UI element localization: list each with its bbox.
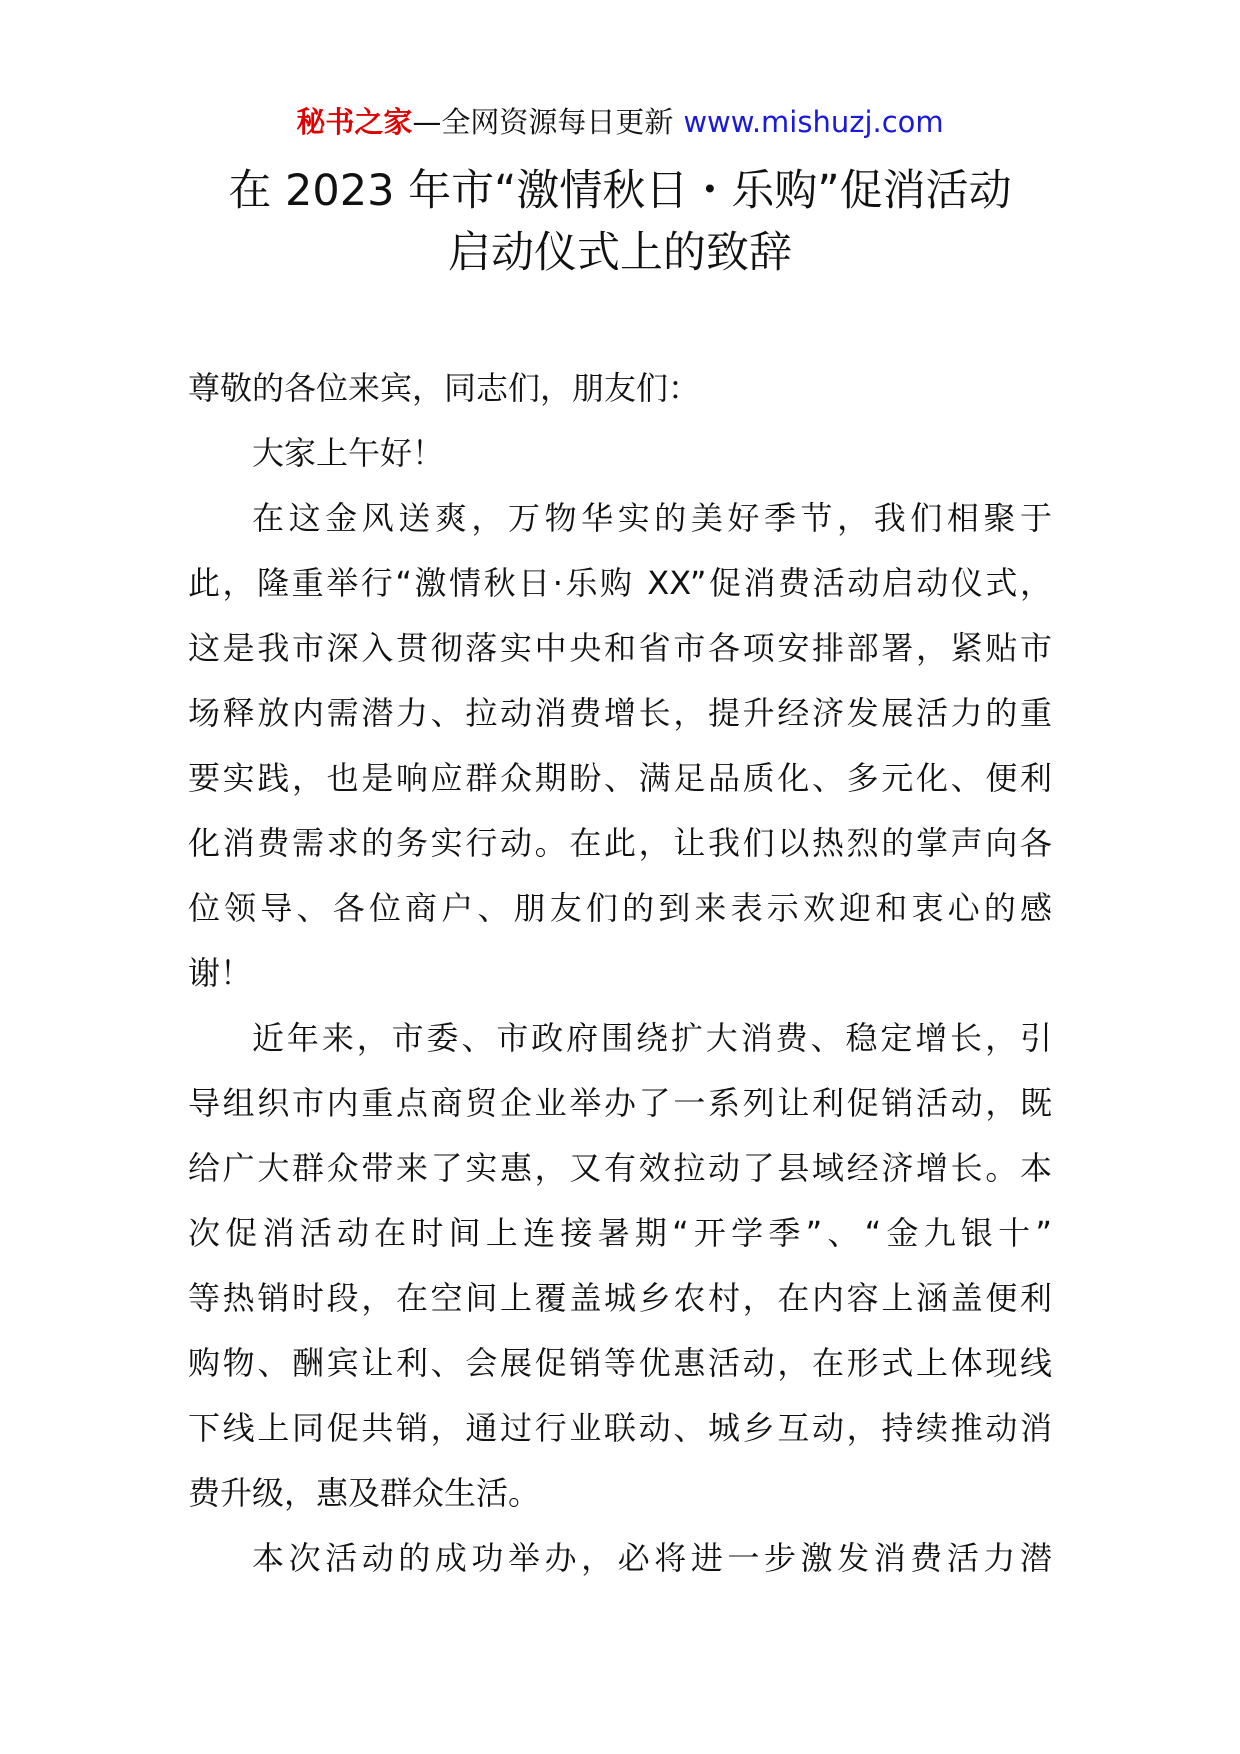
paragraph-line: 下线上同促共销，通过行业联动、城乡互动，持续推动消	[188, 1409, 1052, 1447]
paragraph-line: 化消费需求的务实行动。在此，让我们以热烈的掌声向各	[188, 824, 1052, 862]
paragraph-3	[188, 1526, 1052, 1591]
site-url[interactable]: www.mishuzj.com	[683, 105, 944, 139]
paragraph-line: 位领导、各位商户、朋友们的到来表示欢迎和衷心的感	[188, 889, 1052, 927]
paragraph-line: 在这金风送爽，万物华实的美好季节，我们相聚于	[252, 499, 1052, 537]
paragraph-line: 此，隆重举行“激情秋日·乐购 XX”促消费活动启动仪式，	[188, 564, 1052, 602]
paragraph-line: 这是我市深入贯彻落实中央和省市各项安排部署，紧贴市	[188, 629, 1052, 667]
paragraph-line: 导组织市内重点商贸企业举办了一系列让利促销活动，既	[188, 1084, 1052, 1122]
header-slogan: —全网资源每日更新	[412, 105, 674, 139]
paragraph-line: 场释放内需潜力、拉动消费增长，提升经济发展活力的重	[188, 694, 1052, 732]
site-header	[0, 102, 1240, 142]
paragraph-2	[188, 1006, 1052, 1526]
paragraph-line: 给广大群众带来了实惠，又有效拉动了县域经济增长。本	[188, 1149, 1052, 1187]
paragraph-line: 近年来，市委、市政府围绕扩大消费、稳定增长，引	[252, 1019, 1052, 1057]
paragraph-line: 等热销时段，在空间上覆盖城乡农村，在内容上涵盖便利	[188, 1279, 1052, 1317]
title-line-2: 启动仪式上的致辞	[448, 228, 792, 278]
paragraph-line: 谢！	[188, 954, 253, 992]
document-body	[188, 356, 1052, 1591]
greeting: 大家上午好！	[252, 434, 445, 472]
paragraph-line: 费升级，惠及群众生活。	[188, 1474, 541, 1512]
paragraph-line: 购物、酬宾让利、会展促销等优惠活动，在形式上体现线	[188, 1344, 1052, 1382]
paragraph-line: 次促消活动在时间上连接暑期“开学季”、“金九银十”	[188, 1214, 1052, 1252]
title-line-1: 在 2023 年市“激情秋日・乐购”促消活动	[228, 166, 1012, 216]
paragraph-line: 要实践，也是响应群众期盼、满足品质化、多元化、便利	[188, 759, 1052, 797]
paragraph-1	[188, 486, 1052, 1006]
brand-name: 秘书之家	[296, 105, 413, 139]
salutation: 尊敬的各位来宾，同志们，朋友们：	[188, 369, 701, 407]
paragraph-line: 本次活动的成功举办，必将进一步激发消费活力潜	[252, 1539, 1052, 1577]
document-title	[0, 160, 1240, 284]
